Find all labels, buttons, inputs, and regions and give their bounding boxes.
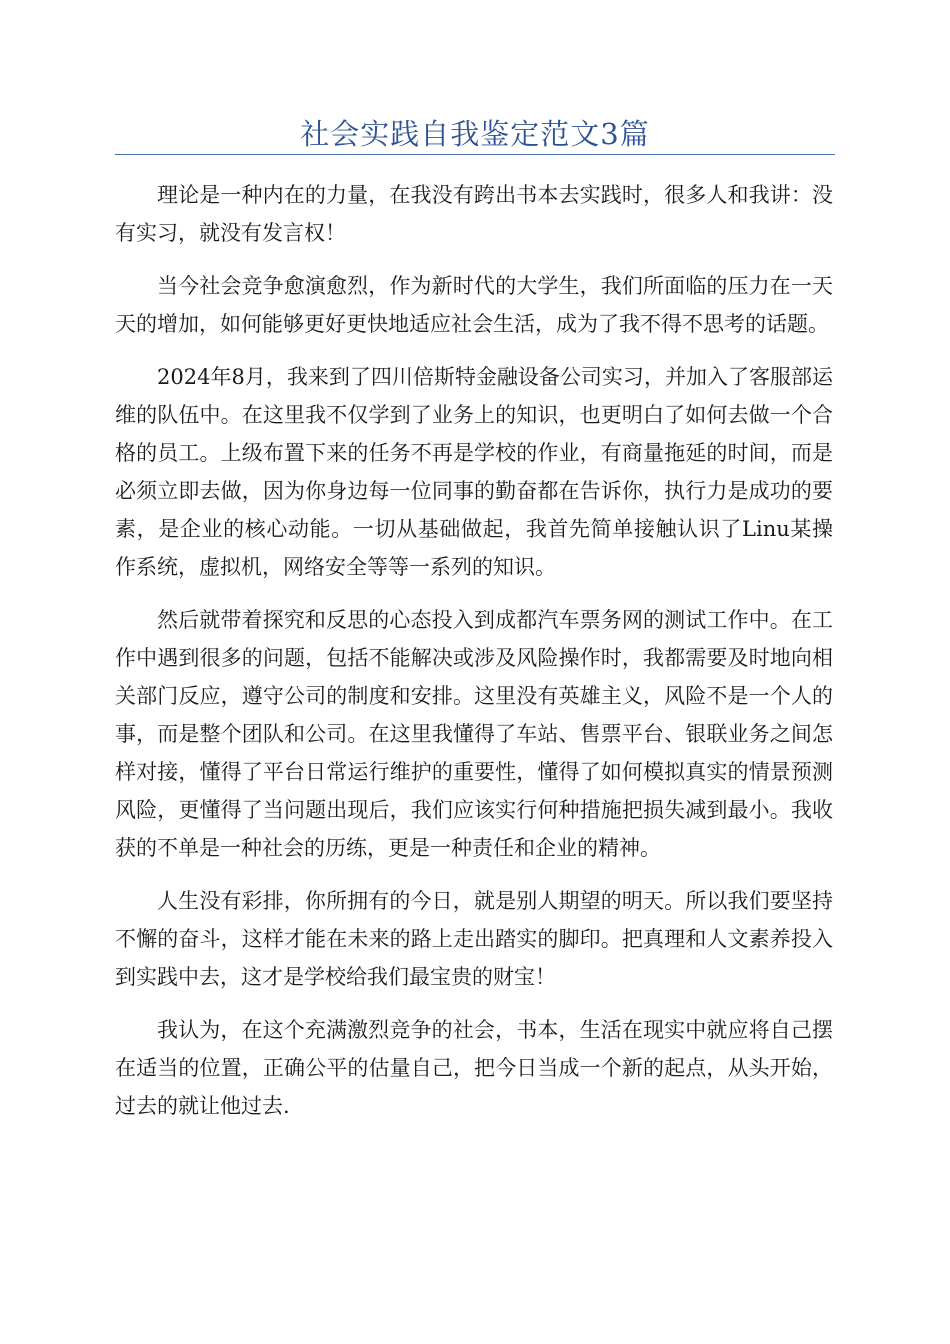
paragraph-1: 理论是一种内在的力量，在我没有跨出书本去实践时，很多人和我讲：没有实习，就没有发言权！ (115, 183, 833, 245)
paragraph-4: 然后就带着探究和反思的心态投入到成都汽车票务网的测试工作中。在工作中遇到很多的问题，包括不能解决或涉及风险操作时，我都需要及时地向相关部门反应，遵守公司的制度和安排。这里没有英雄主义，风险不是一个人的事，而是整个团队和公司。在这里我懂得了车站、售票平台、银联业务之间怎样对接，懂得了平台日常运行维护的重要性，懂得了如何模拟真实的情景预测风险，更懂得了当问题出现后，我们应该实行何种措施把损失减到最小。我收获的不单是一种社会的历练，更是一种责任和企业的精神。 (115, 608, 833, 860)
document-body (115, 176, 833, 1140)
paragraph-2: 当今社会竞争愈演愈烈，作为新时代的大学生，我们所面临的压力在一天天的增加，如何能够更好更快地适应社会生活，成为了我不得不思考的话题。 (115, 274, 833, 336)
paragraph-6: 我认为，在这个充满激烈竞争的社会，书本，生活在现实中就应将自己摆在适当的位置，正确公平的估量自己，把今日当成一个新的起点，从头开始，过去的就让他过去. (115, 1018, 833, 1118)
document-title: 社会实践自我鉴定范文3篇 (300, 117, 650, 151)
paragraph-3: 2024年8月，我来到了四川倍斯特金融设备公司实习，并加入了客服部运维的队伍中。在这里我不仅学到了业务上的知识，也更明白了如何去做一个合格的员工。上级布置下来的任务不再是学校的作业，有商量拖延的时间，而是必须立即去做，因为你身边每一位同事的勤奋都在告诉你，执行力是成功的要素，是企业的核心动能。一切从基础做起，我首先简单接触认识了Linu某操作系统，虚拟机，网络安全等等一系列的知识。 (115, 365, 833, 579)
title-underline (115, 154, 835, 155)
paragraph-5: 人生没有彩排，你所拥有的今日，就是别人期望的明天。所以我们要坚持不懈的奋斗，这样才能在未来的路上走出踏实的脚印。把真理和人文素养投入到实践中去，这才是学校给我们最宝贵的财宝！ (115, 889, 833, 989)
